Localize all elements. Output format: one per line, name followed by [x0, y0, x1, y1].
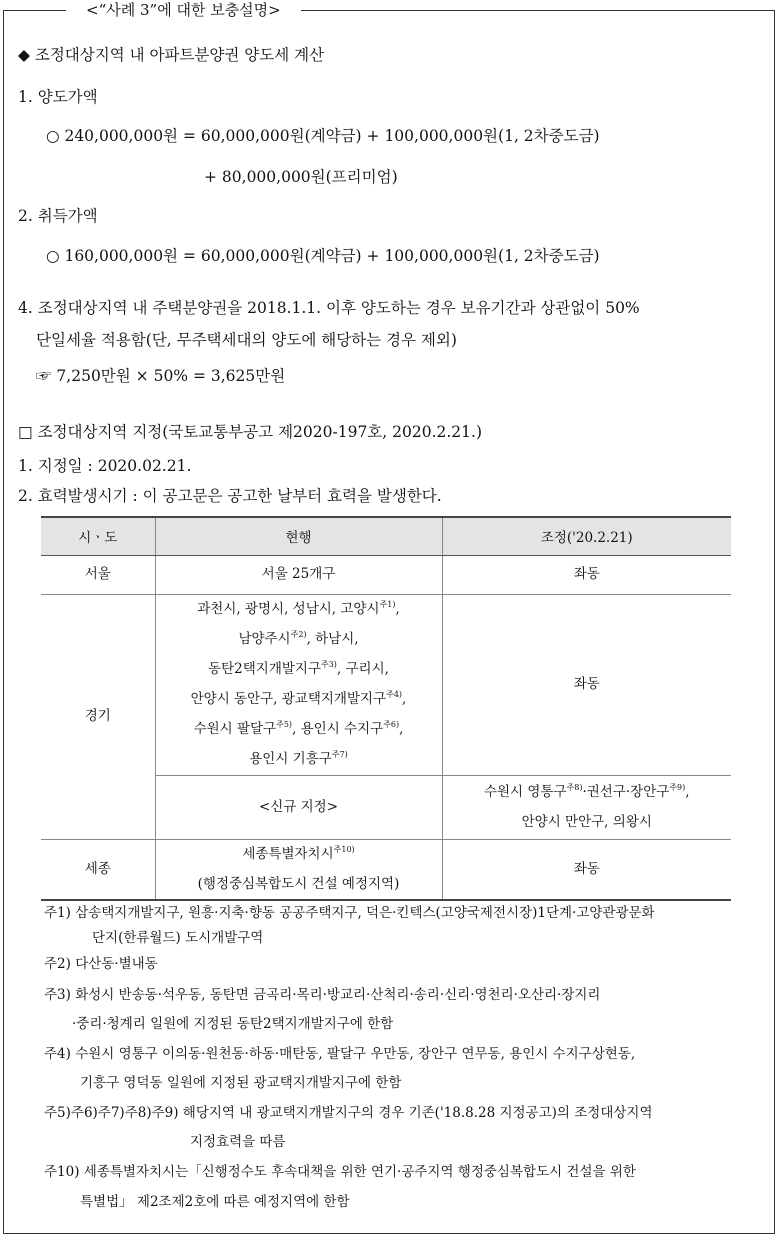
cell-adjusted-sejong: 좌동	[442, 839, 731, 900]
cell-new-designation	[442, 775, 731, 839]
section2-heading: □ 조정대상지역 지정(국토교통부공고 제2020-197호, 2020.2.21.)	[18, 423, 482, 441]
cell-current-sejong	[155, 839, 442, 900]
note-1a: 주1) 삼송택지개발지구, 원흥·지축·향동 공공주택지구, 덕은·킨텍스(고양국제전시장)1단계·고양관광문화	[44, 905, 655, 921]
cell-adjusted-gyeonggi: 좌동	[442, 594, 731, 775]
note-1b: 단지(한류월드) 도시개발구역	[92, 930, 264, 946]
section2-line1: 1. 지정일 : 2020.02.21.	[18, 457, 192, 475]
cell-current-seoul: 서울 25개구	[155, 555, 442, 594]
note-10a: 주10) 세종특별자치시는「신행정수도 후속대책을 위한 연기·공주지역 행정중심복합도시 건설을 위한	[44, 1164, 636, 1180]
cell-region-sejong: 세종	[41, 839, 155, 900]
cell-region-seoul: 서울	[41, 555, 155, 594]
note-3a: 주3) 화성시 반송동·석우동, 동탄면 금곡리·목리·방교리·산척리·송리·신리·영천리·오산리·장지리	[44, 987, 601, 1003]
designation-table	[41, 516, 731, 901]
item1-title: 1. 양도가액	[18, 88, 98, 106]
gyeonggi-line-4: 안양시 동안구, 광교택지개발지구$^{주4)}$,	[190, 689, 407, 707]
gyeonggi-line-1: 과천시, 광명시, 성남시, 고양시$^{주1)}$,	[197, 599, 400, 617]
item4-line2: 단일세율 적용함(단, 무주택세대의 양도에 해당하는 경우 제외)	[36, 331, 457, 349]
cell-new-label: <신규 지정>	[155, 775, 442, 839]
table-row-seoul	[41, 555, 731, 594]
cell-current-gyeonggi	[155, 594, 442, 775]
box-title: <“사례 3”에 대한 보충설명>	[66, 0, 301, 20]
gyeonggi-line-6: 용인시 기흥구$^{주7)}$	[249, 749, 348, 767]
item2-line1: ○ 160,000,000원 = 60,000,000원(계약금) + 100,000,000원(1, 2차중도금)	[46, 247, 600, 265]
header-region: 시ㆍ도	[41, 517, 155, 555]
note-2: 주2) 다산동·별내동	[44, 956, 158, 972]
sejong-line-1: 세종특별자치시$^{주10)}$	[242, 844, 355, 862]
cell-adjusted-seoul: 좌동	[442, 555, 731, 594]
new-designation-line-1: 수원시 영통구$^{주8)}$·권선구·장안구$^{주9)}$,	[483, 782, 690, 800]
new-designation-line-2: 안양시 만안구, 의왕시	[521, 813, 652, 830]
gyeonggi-line-3: 동탄2택지개발지구$^{주3)}$, 구리시,	[208, 659, 389, 677]
note-4a: 주4) 수원시 영통구 이의동·원천동·하동·매탄동, 팔달구 우만동, 장안구 연무동, 용인시 수지구상현동,	[44, 1046, 636, 1062]
header-adjusted: 조정('20.2.21)	[442, 517, 731, 555]
header-current: 현행	[155, 517, 442, 555]
section1-heading: ◆ 조정대상지역 내 아파트분양권 양도세 계산	[18, 46, 325, 64]
table-row-gyeonggi	[41, 594, 731, 775]
gyeonggi-line-2: 남양주시$^{주2)}$, 하남시,	[238, 629, 359, 647]
table-row-sejong	[41, 839, 731, 900]
item1-line1: ○ 240,000,000원 = 60,000,000원(계약금) + 100,000,000원(1, 2차중도금)	[46, 127, 600, 145]
table-header-row	[41, 517, 731, 555]
gyeonggi-line-5: 수원시 팔달구$^{주5)}$, 용인시 수지구$^{주6)}$,	[193, 719, 404, 737]
note-4b: 기흥구 영덕동 일원에 지정된 광교택지개발지구에 한함	[80, 1075, 402, 1091]
note-3b: ·중리·청계리 일원에 지정된 동탄2택지개발지구에 한함	[72, 1016, 394, 1032]
note-5a: 주5)주6)주7)주8)주9) 해당지역 내 광교택지개발지구의 경우 기존('18.8.28 지정공고)의 조정대상지역	[44, 1105, 653, 1121]
note-5b: 지정효력을 따름	[190, 1134, 286, 1150]
item2-title: 2. 취득가액	[18, 207, 98, 225]
item4-line1: 4. 조정대상지역 내 주택분양권을 2018.1.1. 이후 양도하는 경우 보유기간과 상관없이 50%	[18, 299, 640, 317]
item1-line2: + 80,000,000원(프리미엄)	[204, 168, 398, 186]
item4-line3: ☞ 7,250만원 × 50% = 3,625만원	[36, 367, 286, 385]
section2-line2: 2. 효력발생시기 : 이 공고문은 공고한 날부터 효력을 발생한다.	[18, 487, 442, 505]
note-10b: 특별법」 제2조제2호에 따른 예정지역에 한함	[80, 1194, 350, 1210]
cell-region-gyeonggi: 경기	[41, 594, 155, 839]
sejong-line-2: (행정중심복합도시 건설 예정지역)	[197, 875, 400, 892]
